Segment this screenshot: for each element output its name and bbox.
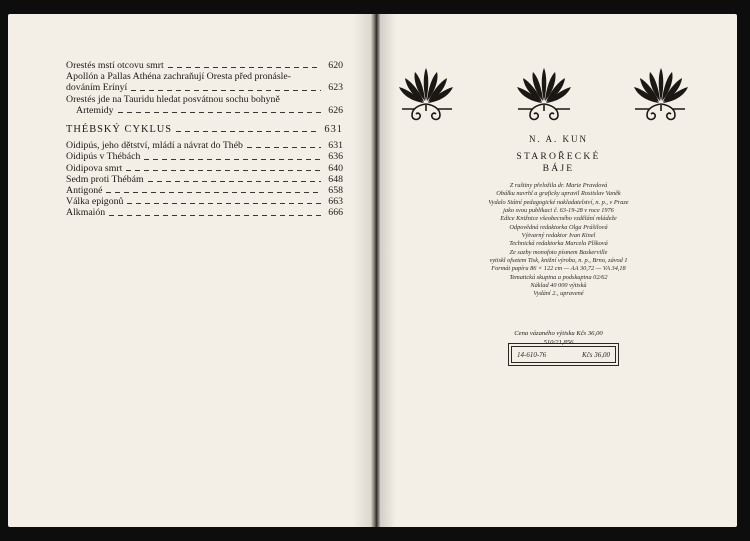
palmette-icon bbox=[514, 65, 574, 127]
toc-entry-title: Orestés mstí otcovu smrt bbox=[66, 60, 164, 71]
section-title: THÉBSKÝ CYKLUS bbox=[66, 124, 173, 136]
book-title-line2: BÁJE bbox=[542, 163, 575, 174]
toc-entry bbox=[66, 60, 343, 71]
colophon-line: vytiskl ofsetem Tisk, knižní výroba, n. p., Brno, závod 1 bbox=[489, 257, 628, 265]
toc-section-heading bbox=[66, 124, 343, 135]
colophon-line: Formát papíru 86 × 122 cm — AA 30,72 — VA 34,18 bbox=[491, 265, 626, 273]
right-page bbox=[380, 14, 737, 527]
colophon-line: Ze sazby monofoto písmem Baskerville bbox=[509, 248, 608, 256]
toc-entry-title: Oidipús v Thébách bbox=[66, 151, 141, 163]
toc-entry-title: Antigoné bbox=[66, 185, 103, 197]
dot-leader bbox=[127, 203, 321, 204]
toc-entry-page: 623 bbox=[328, 82, 343, 94]
book-title-line1: STAROŘECKÉ bbox=[516, 151, 601, 162]
toc-entry-page: 658 bbox=[328, 185, 343, 197]
dot-leader bbox=[148, 181, 321, 182]
author-name: N. A. KUN bbox=[528, 134, 588, 144]
left-page bbox=[8, 14, 371, 527]
section-page: 631 bbox=[324, 124, 343, 136]
title-block bbox=[380, 134, 737, 174]
toc-entry-title-line1: Orestés jde na Tauridu hledat posvátnou sochu bohyně bbox=[66, 93, 280, 105]
colophon-line: Vydalo Státní pedagogické nakladatelství, n. p., v Praze bbox=[488, 198, 629, 206]
colophon bbox=[380, 182, 737, 299]
price-line: Cena vázaného výtisku Kčs 36,00 bbox=[514, 330, 603, 337]
colophon-line: Výtvarný redaktor Ivan Kinel bbox=[521, 232, 596, 240]
dot-leader bbox=[109, 215, 321, 216]
toc-entry-title: Sedm proti Thébám bbox=[66, 173, 144, 185]
colophon-line: Náklad 40 000 výtisků bbox=[530, 282, 587, 290]
colophon-line: Obálku navrhl a graficky upravil Rostislav Vaněk bbox=[496, 190, 621, 198]
toc-entry-page: 631 bbox=[328, 140, 343, 152]
dot-leader bbox=[126, 170, 321, 171]
colophon-line: Odpovědná redaktorka Olga Prášilová bbox=[509, 223, 608, 231]
toc-entry bbox=[66, 140, 343, 151]
stamp-price: Kčs 36,00 bbox=[582, 350, 610, 359]
palmette-icon bbox=[396, 65, 456, 127]
toc-entry-page: 626 bbox=[328, 104, 343, 116]
dot-leader bbox=[176, 131, 320, 132]
toc-entry-title: Oidipova smrt bbox=[66, 162, 123, 174]
toc-entry-title-line1: Apollón a Pallas Athéna zachraňují Oresta před pronásle- bbox=[66, 71, 291, 83]
toc-entry-title-line2: dováním Erínyí bbox=[66, 82, 128, 94]
colophon-line: Technická redaktorka Marcela Plšková bbox=[509, 240, 608, 248]
price-stamp-box bbox=[508, 343, 619, 366]
book-spine bbox=[371, 14, 380, 527]
toc-entry bbox=[66, 207, 343, 218]
colophon-line: Vydání 2., upravené bbox=[533, 290, 584, 298]
code-line: 510/21,856 bbox=[543, 338, 574, 346]
toc-entry-page: 640 bbox=[328, 162, 343, 174]
dot-leader bbox=[106, 192, 321, 193]
toc-entry bbox=[66, 185, 343, 196]
toc-entry-title-line2: Artemidy bbox=[76, 104, 114, 116]
toc-entry bbox=[66, 174, 343, 185]
toc-entry-page: 636 bbox=[328, 151, 343, 163]
left-gutter-shadow bbox=[353, 14, 371, 527]
colophon-line: jako svou publikaci č. 63-19-28 v roce 1976 bbox=[503, 207, 614, 215]
colophon-line: Tematická skupina a podskupina 02/62 bbox=[509, 273, 608, 281]
toc-entry bbox=[66, 94, 343, 116]
palmette-icon bbox=[631, 65, 691, 127]
dot-leader bbox=[144, 159, 321, 160]
dot-leader bbox=[131, 90, 321, 91]
colophon-line: Z ruštiny přeložila dr. Marie Pravdová bbox=[509, 182, 608, 189]
dot-leader bbox=[247, 147, 321, 148]
table-of-contents bbox=[66, 60, 343, 219]
toc-entry-title: Válka epigonů bbox=[66, 196, 124, 208]
ornament-row bbox=[380, 65, 737, 129]
toc-entry-page: 666 bbox=[328, 207, 343, 219]
toc-entry-page: 648 bbox=[328, 173, 343, 185]
toc-entry-page: 663 bbox=[328, 196, 343, 208]
toc-entry bbox=[66, 196, 343, 207]
colophon-line: Edice Knižnice všeobecného vzdělání mládeže bbox=[500, 215, 617, 223]
toc-entry bbox=[66, 151, 343, 162]
toc-entry-title: Oidipús, jeho dětství, mládí a návrat do Théb bbox=[66, 140, 243, 152]
dot-leader bbox=[118, 112, 321, 113]
dot-leader bbox=[168, 67, 321, 68]
toc-entry-title: Alkmaión bbox=[66, 207, 106, 219]
toc-entry bbox=[66, 71, 343, 93]
stamp-code: 14-610-76 bbox=[517, 350, 547, 359]
toc-entry bbox=[66, 163, 343, 174]
toc-entry-page: 620 bbox=[328, 60, 343, 71]
